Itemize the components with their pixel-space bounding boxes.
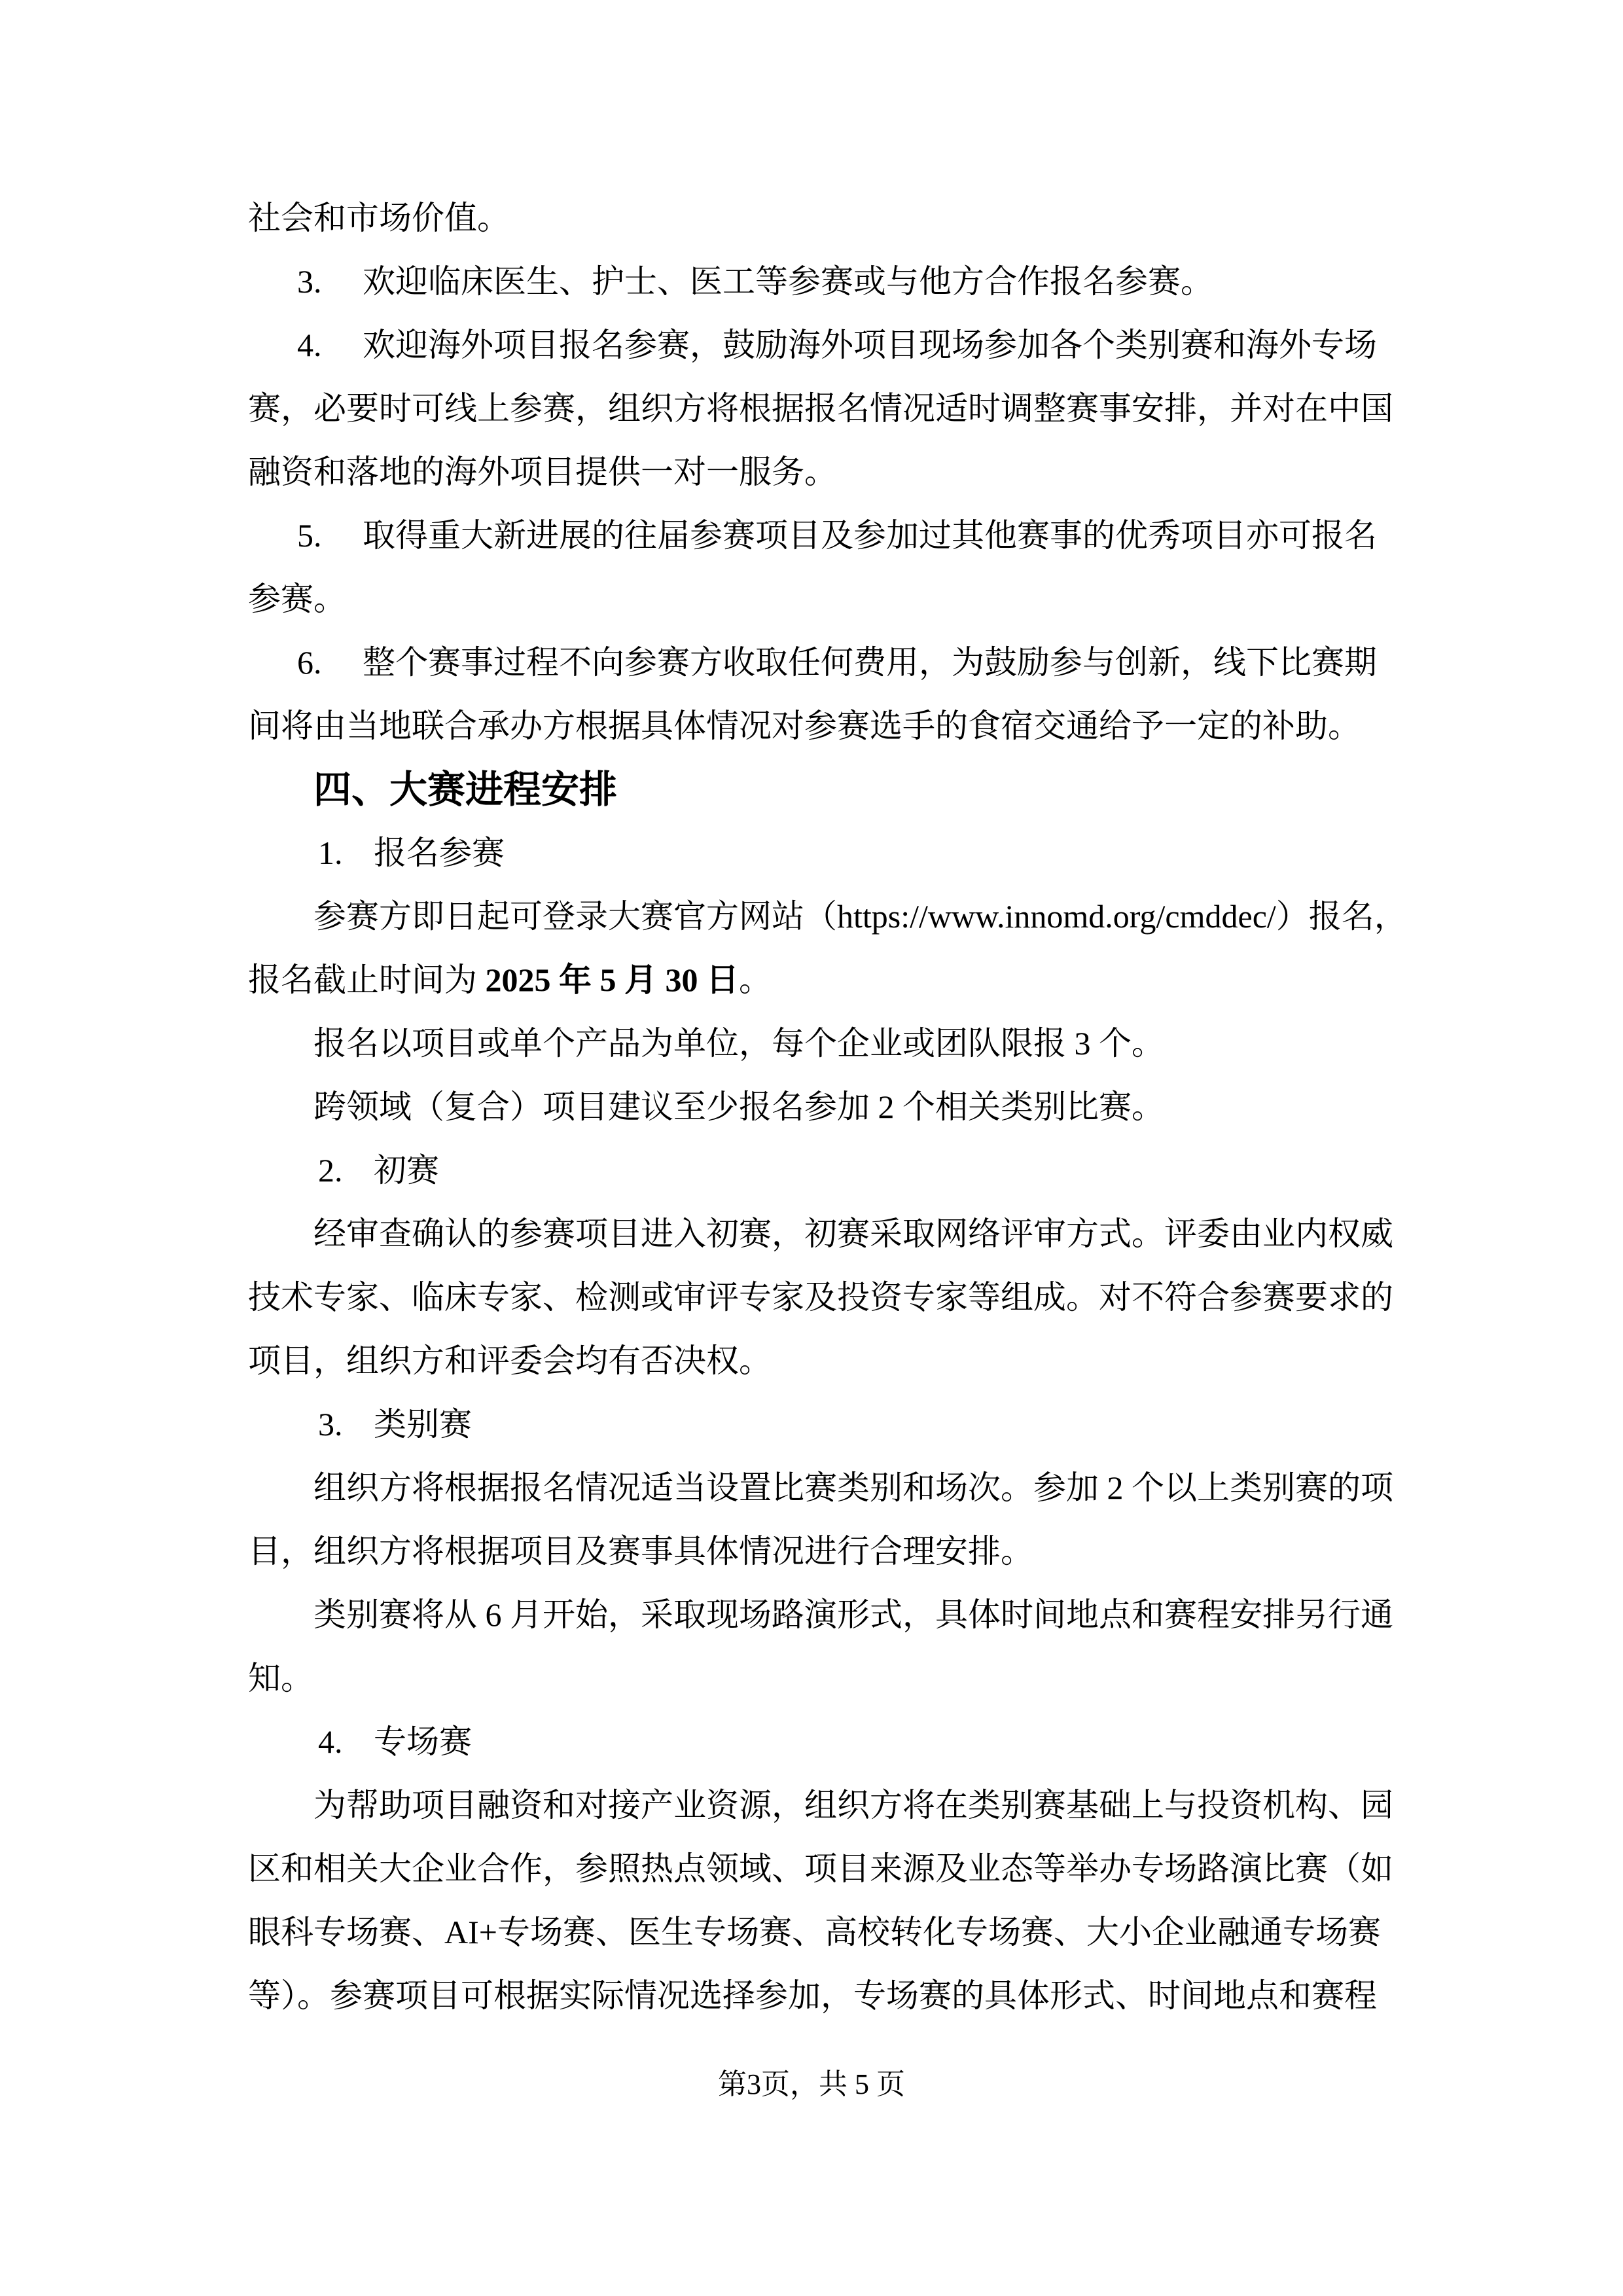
paragraph-line: 技术专家、临床专家、检测或审评专家及投资专家等组成。对不符合参赛要求的	[248, 1279, 1393, 1316]
list-text: 报名参赛	[374, 834, 505, 871]
paragraph-line: 融资和落地的海外项目提供一对一服务。	[248, 454, 837, 490]
list-number: 4.	[318, 1723, 343, 1760]
paragraph-line: 社会和市场价值。	[248, 200, 510, 236]
paragraph-line: 赛，必要时可线上参赛，组织方将根据报名情况适时调整赛事安排，并对在中国	[248, 390, 1393, 427]
list-text: 欢迎海外项目报名参赛，鼓励海外项目现场参加各个类别赛和海外专场	[363, 327, 1377, 363]
paragraph-line: 组织方将根据报名情况适当设置比赛类别和场次。参加 2 个以上类别赛的项	[313, 1469, 1393, 1506]
paragraph-line: 间将由当地联合承办方根据具体情况对参赛选手的食宿交通给予一定的补助。	[248, 708, 1361, 744]
document-body	[248, 187, 1407, 2028]
list-item-6	[248, 631, 1400, 694]
sub-item-4-special	[248, 1710, 1400, 1774]
paragraph-line: 参赛。	[248, 581, 346, 617]
sub-item-2-preliminary	[248, 1139, 1400, 1202]
list-number: 4.	[297, 327, 322, 363]
list-number: 3.	[318, 1406, 343, 1443]
paragraph-line: 项目，组织方和评委会均有否决权。	[248, 1342, 772, 1379]
list-number: 2.	[318, 1152, 343, 1189]
list-text: 专场赛	[374, 1723, 472, 1760]
list-text: 整个赛事过程不向参赛方收取任何费用，为鼓励参与创新，线下比赛期	[363, 644, 1377, 681]
list-text: 欢迎临床医生、护士、医工等参赛或与他方合作报名参赛。	[363, 263, 1213, 300]
paragraph-line: 为帮助项目融资和对接产业资源，组织方将在类别赛基础上与投资机构、园	[313, 1787, 1393, 1823]
page-footer: 第3页，共 5 页	[718, 2068, 905, 2100]
sub-item-3-category	[248, 1393, 1400, 1456]
paragraph-line: 知。	[248, 1660, 313, 1696]
list-text: 初赛	[374, 1152, 439, 1189]
list-text: 取得重大新进展的往届参赛项目及参加过其他赛事的优秀项目亦可报名	[363, 517, 1377, 554]
list-number: 1.	[318, 834, 343, 871]
paragraph-line: 眼科专场赛、AI+专场赛、医生专场赛、高校转化专场赛、大小企业融通专场赛	[248, 1914, 1381, 1950]
deadline-date: 2025 年 5 月 30 日	[485, 961, 739, 998]
list-item-3	[248, 250, 1400, 314]
list-number: 3.	[297, 263, 322, 300]
list-number: 5.	[297, 517, 322, 554]
registration-url: https://www.innomd.org/cmddec/	[837, 898, 1276, 935]
paragraph-line: 类别赛将从 6 月开始，采取现场路演形式，具体时间地点和赛程安排另行通	[313, 1596, 1393, 1633]
paragraph-line: 跨领域（复合）项目建议至少报名参加 2 个相关类别比赛。	[313, 1088, 1164, 1125]
list-item-5	[248, 504, 1400, 567]
paragraph-line	[248, 948, 1400, 1012]
section-heading: 四、大赛进程安排	[313, 768, 618, 811]
paragraph-line: 经审查确认的参赛项目进入初赛，初赛采取网络评审方式。评委由业内权威	[313, 1215, 1393, 1252]
paragraph-line: 区和相关大企业合作，参照热点领域、项目来源及业态等举办专场路演比赛（如	[248, 1850, 1393, 1887]
list-item-4	[248, 314, 1400, 377]
paragraph-line: 报名以项目或单个产品为单位，每个企业或团队限报 3 个。	[313, 1025, 1164, 1062]
list-number: 6.	[297, 644, 322, 681]
list-text: 类别赛	[374, 1406, 472, 1443]
line-text: 参赛方即日起可登录大赛官方网站（	[313, 898, 837, 935]
line-text: 。	[739, 961, 772, 998]
line-text: 报名截止时间为	[248, 961, 486, 998]
line-text: ）报名，	[1275, 898, 1407, 935]
sub-item-1-signup	[248, 821, 1400, 885]
paragraph-line: 等）。参赛项目可根据实际情况选择参加，专场赛的具体形式、时间地点和赛程	[248, 1977, 1377, 2014]
paragraph-line	[248, 885, 1407, 948]
paragraph-line: 目，组织方将根据项目及赛事具体情况进行合理安排。	[248, 1533, 1033, 1570]
